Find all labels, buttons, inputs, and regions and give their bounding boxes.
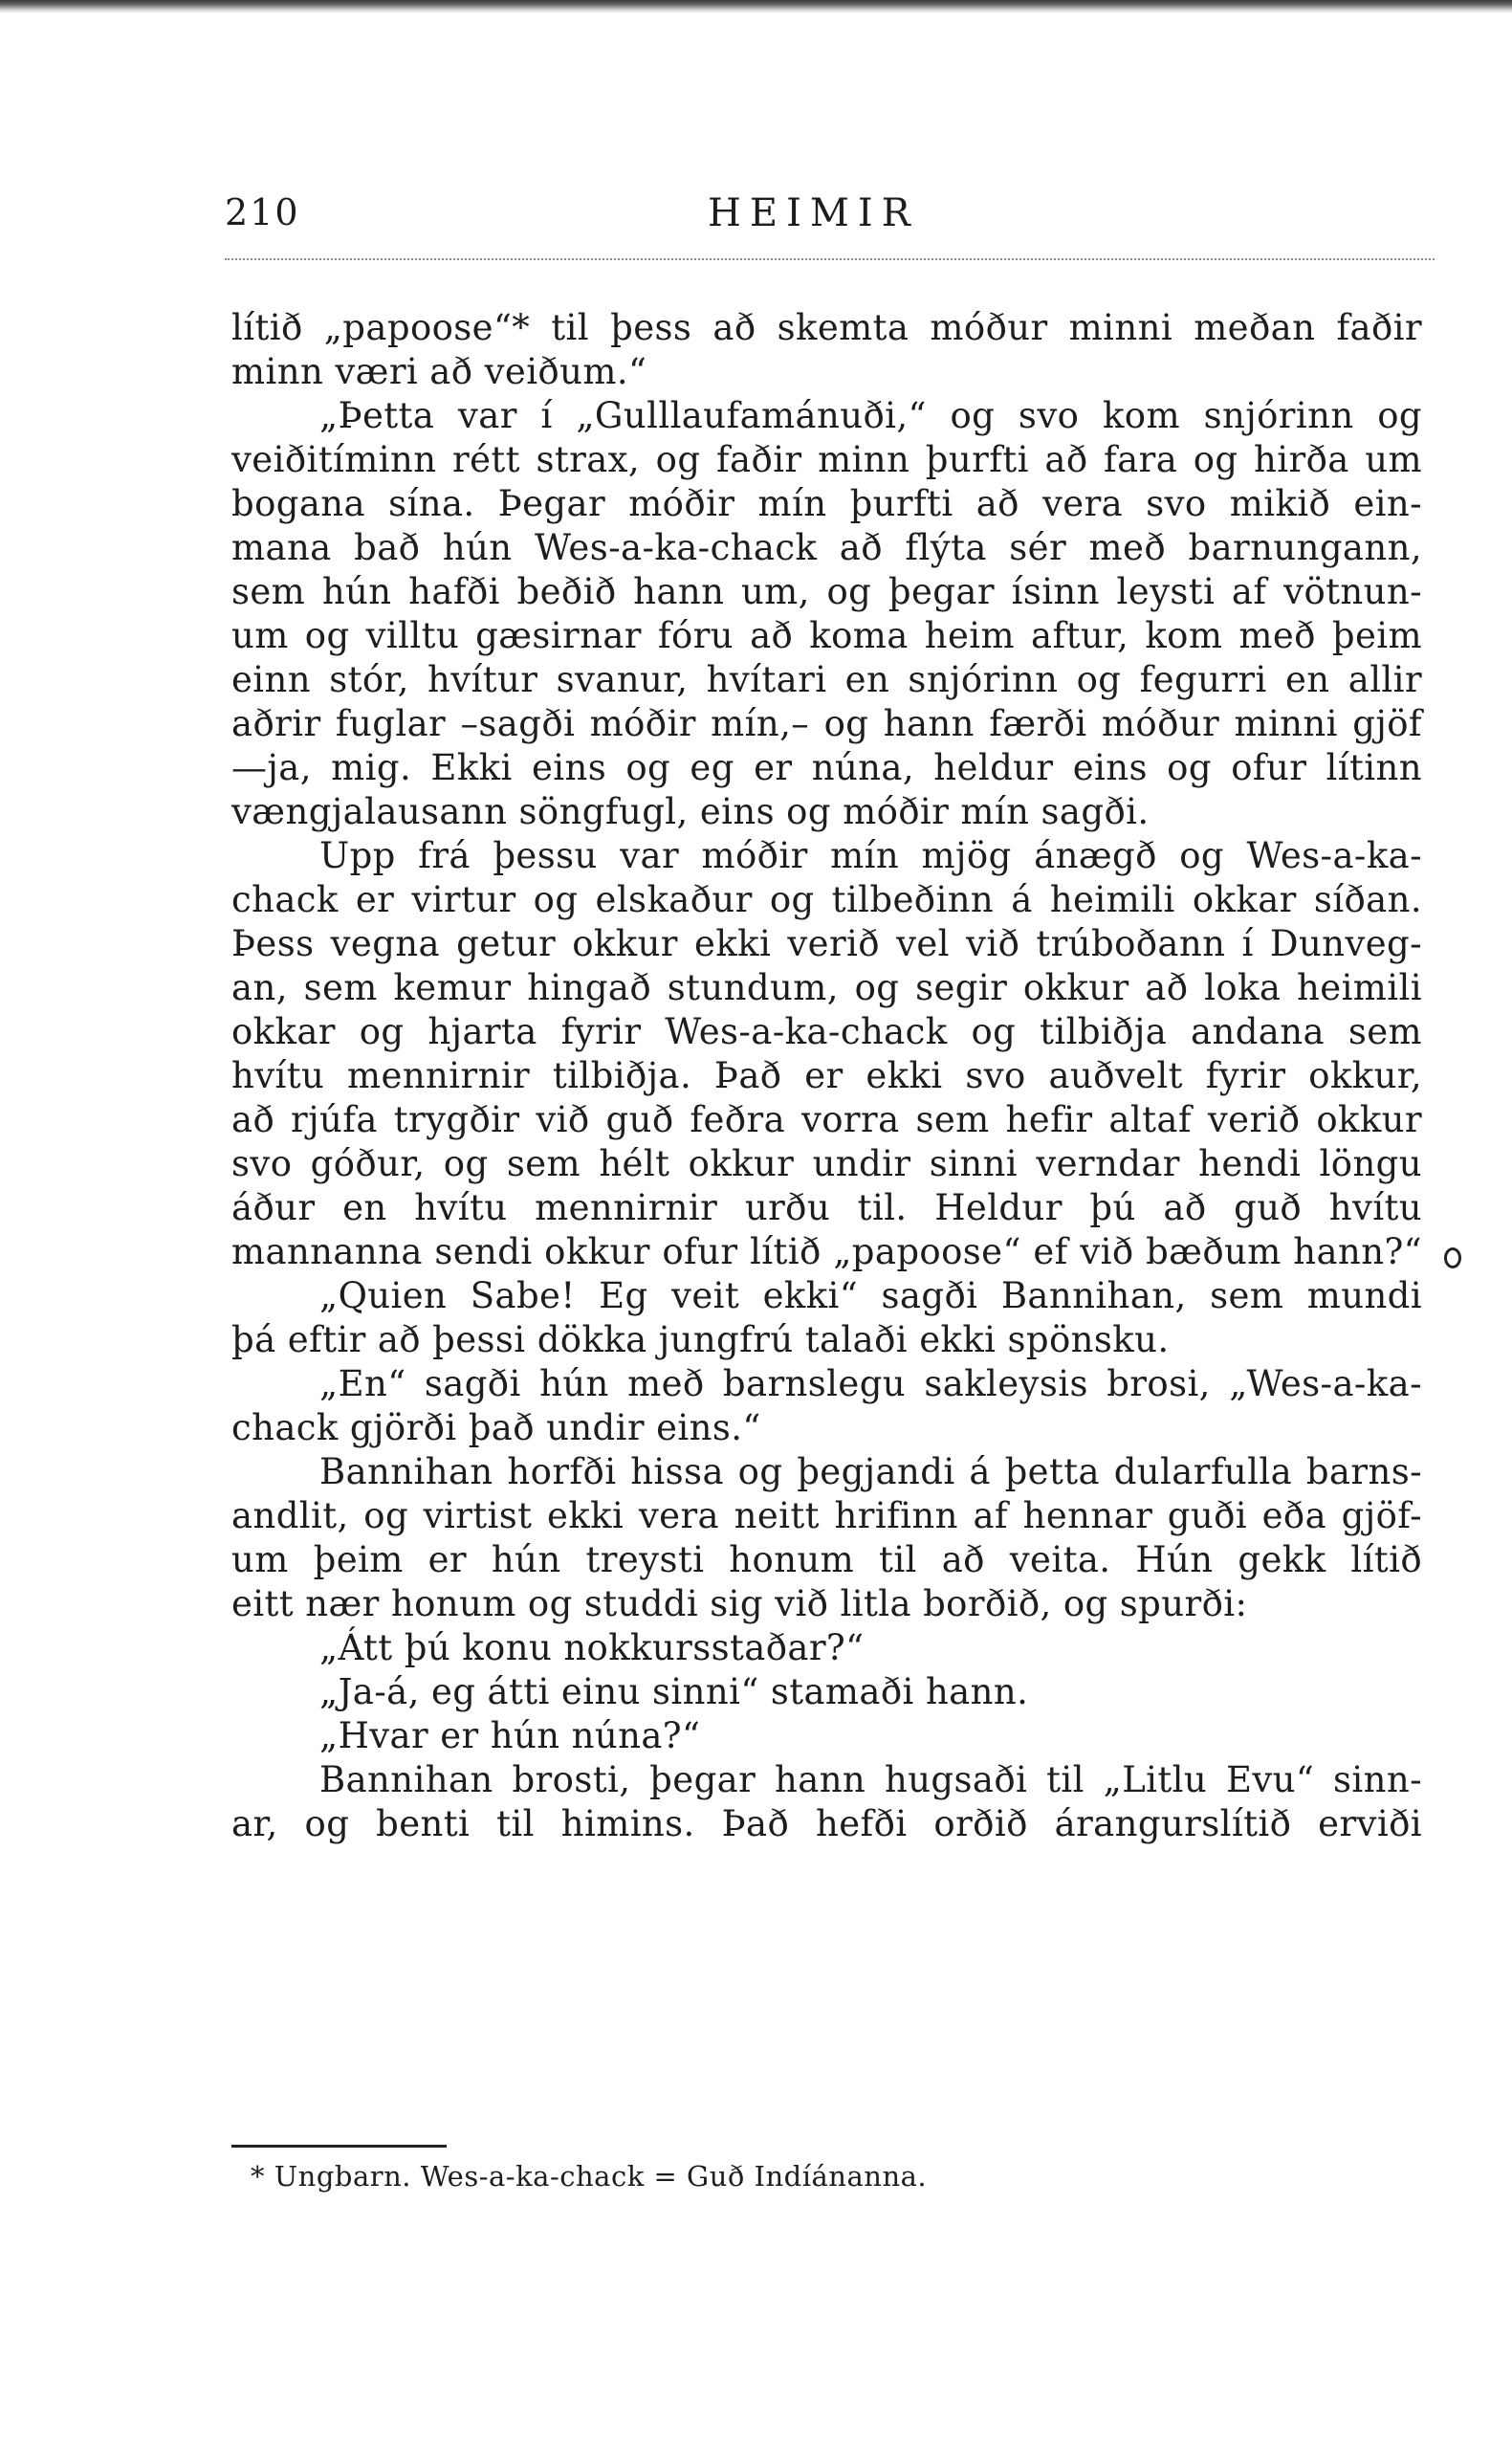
text-line: „Quien Sabe! Eg veit ekki“ sagði Bannihan, sem mundi [319,1275,1422,1316]
text-line: ar, og benti til himins. Það hefði orðið árangurslítið erviði [231,1803,1422,1844]
text-line: um þeim er hún treysti honum til að veita. Hún gekk lítið [231,1539,1422,1580]
text-line: —ja, mig. Ekki eins og eg er núna, heldur eins og ofur lítinn [231,747,1422,788]
text-line: okkar og hjarta fyrir Wes-a-ka-chack og tilbiðja andana sem [231,1011,1422,1052]
text-line: andlit, og virtist ekki vera neitt hrifinn af hennar guði eða gjöf- [231,1495,1422,1536]
text-line: um og villtu gæsirnar fóru að koma heim aftur, kom með þeim [231,615,1422,656]
text-line: Upp frá þessu var móðir mín mjög ánægð og Wes-a-ka- [319,835,1422,876]
text-line: minn væri að veiðum.“ [231,351,647,392]
text-line: Bannihan brosti, þegar hann hugsaði til „Litlu Evu“ sinn- [319,1759,1422,1800]
text-line: „Átt þú konu nokkursstaðar?“ [319,1627,865,1668]
text-line: Þess vegna getur okkur ekki verið vel við trúboðann í Dunveg- [231,923,1422,964]
text-line: mannanna sendi okkur ofur lítið „papoose“ ef við bæðum hann?“ [231,1231,1422,1272]
text-line: lítið „papoose“* til þess að skemta móður minni meðan faðir [231,307,1422,348]
text-line: „Ja-á, eg átti einu sinni“ stamaði hann. [319,1671,1029,1712]
margin-mark [1444,1247,1461,1268]
text-line: mana bað hún Wes-a-ka-chack að flýta sér með barnungann, [231,527,1422,568]
text-line: „En“ sagði hún með barnslegu sakleysis brosi, „Wes-a-ka- [319,1363,1422,1404]
text-line: eitt nær honum og studdi sig við litla borðið, og spurði: [231,1583,1248,1624]
text-line: veiðitíminn rétt strax, og faðir minn þurfti að fara og hirða um [231,439,1422,480]
text-line: „Hvar er hún núna?“ [319,1715,701,1756]
footnote: * Ungbarn. Wes-a-ka-chack = Guð Indíánanna. [251,2160,928,2193]
text-line: „Þetta var í „Gulllaufamánuði,“ og svo kom snjórinn og [319,395,1422,436]
text-line: svo góður, og sem hélt okkur undir sinni verndar hendi löngu [231,1143,1422,1184]
header-rule [225,258,1435,260]
page-number: 210 [225,191,300,233]
text-line: bogana sína. Þegar móðir mín þurfti að vera svo mikið ein- [231,483,1422,524]
text-line: chack gjörði það undir eins.“ [231,1407,761,1448]
page-header [225,191,1435,249]
running-title: HEIMIR [708,191,919,235]
text-line: chack er virtur og elskaður og tilbeðinn á heimili okkar síðan. [231,879,1422,920]
text-line: hvítu mennirnir tilbiðja. Það er ekki svo auðvelt fyrir okkur, [231,1055,1422,1096]
scan-top-edge [0,0,1512,13]
text-line: þá eftir að þessi dökka jungfrú talaði ekki spönsku. [231,1319,1170,1360]
text-line: vængjalausann söngfugl, eins og móðir mín sagði. [231,791,1150,832]
text-line: áður en hvítu mennirnir urðu til. Heldur þú að guð hvítu [231,1187,1422,1228]
body-text [231,306,1422,1846]
text-line: Bannihan horfði hissa og þegjandi á þetta dularfulla barns- [319,1451,1422,1492]
text-line: sem hún hafði beðið hann um, og þegar ísinn leysti af vötnun- [231,571,1422,612]
text-line: aðrir fuglar –sagði móðir mín,– og hann færði móður minni gjöf [231,703,1422,744]
text-line: an, sem kemur hingað stundum, og segir okkur að loka heimili [231,967,1422,1008]
footnote-rule [231,2145,447,2148]
text-line: einn stór, hvítur svanur, hvítari en snjórinn og fegurri en allir [231,659,1422,700]
text-line: að rjúfa trygðir við guð feðra vorra sem hefir altaf verið okkur [231,1099,1422,1140]
